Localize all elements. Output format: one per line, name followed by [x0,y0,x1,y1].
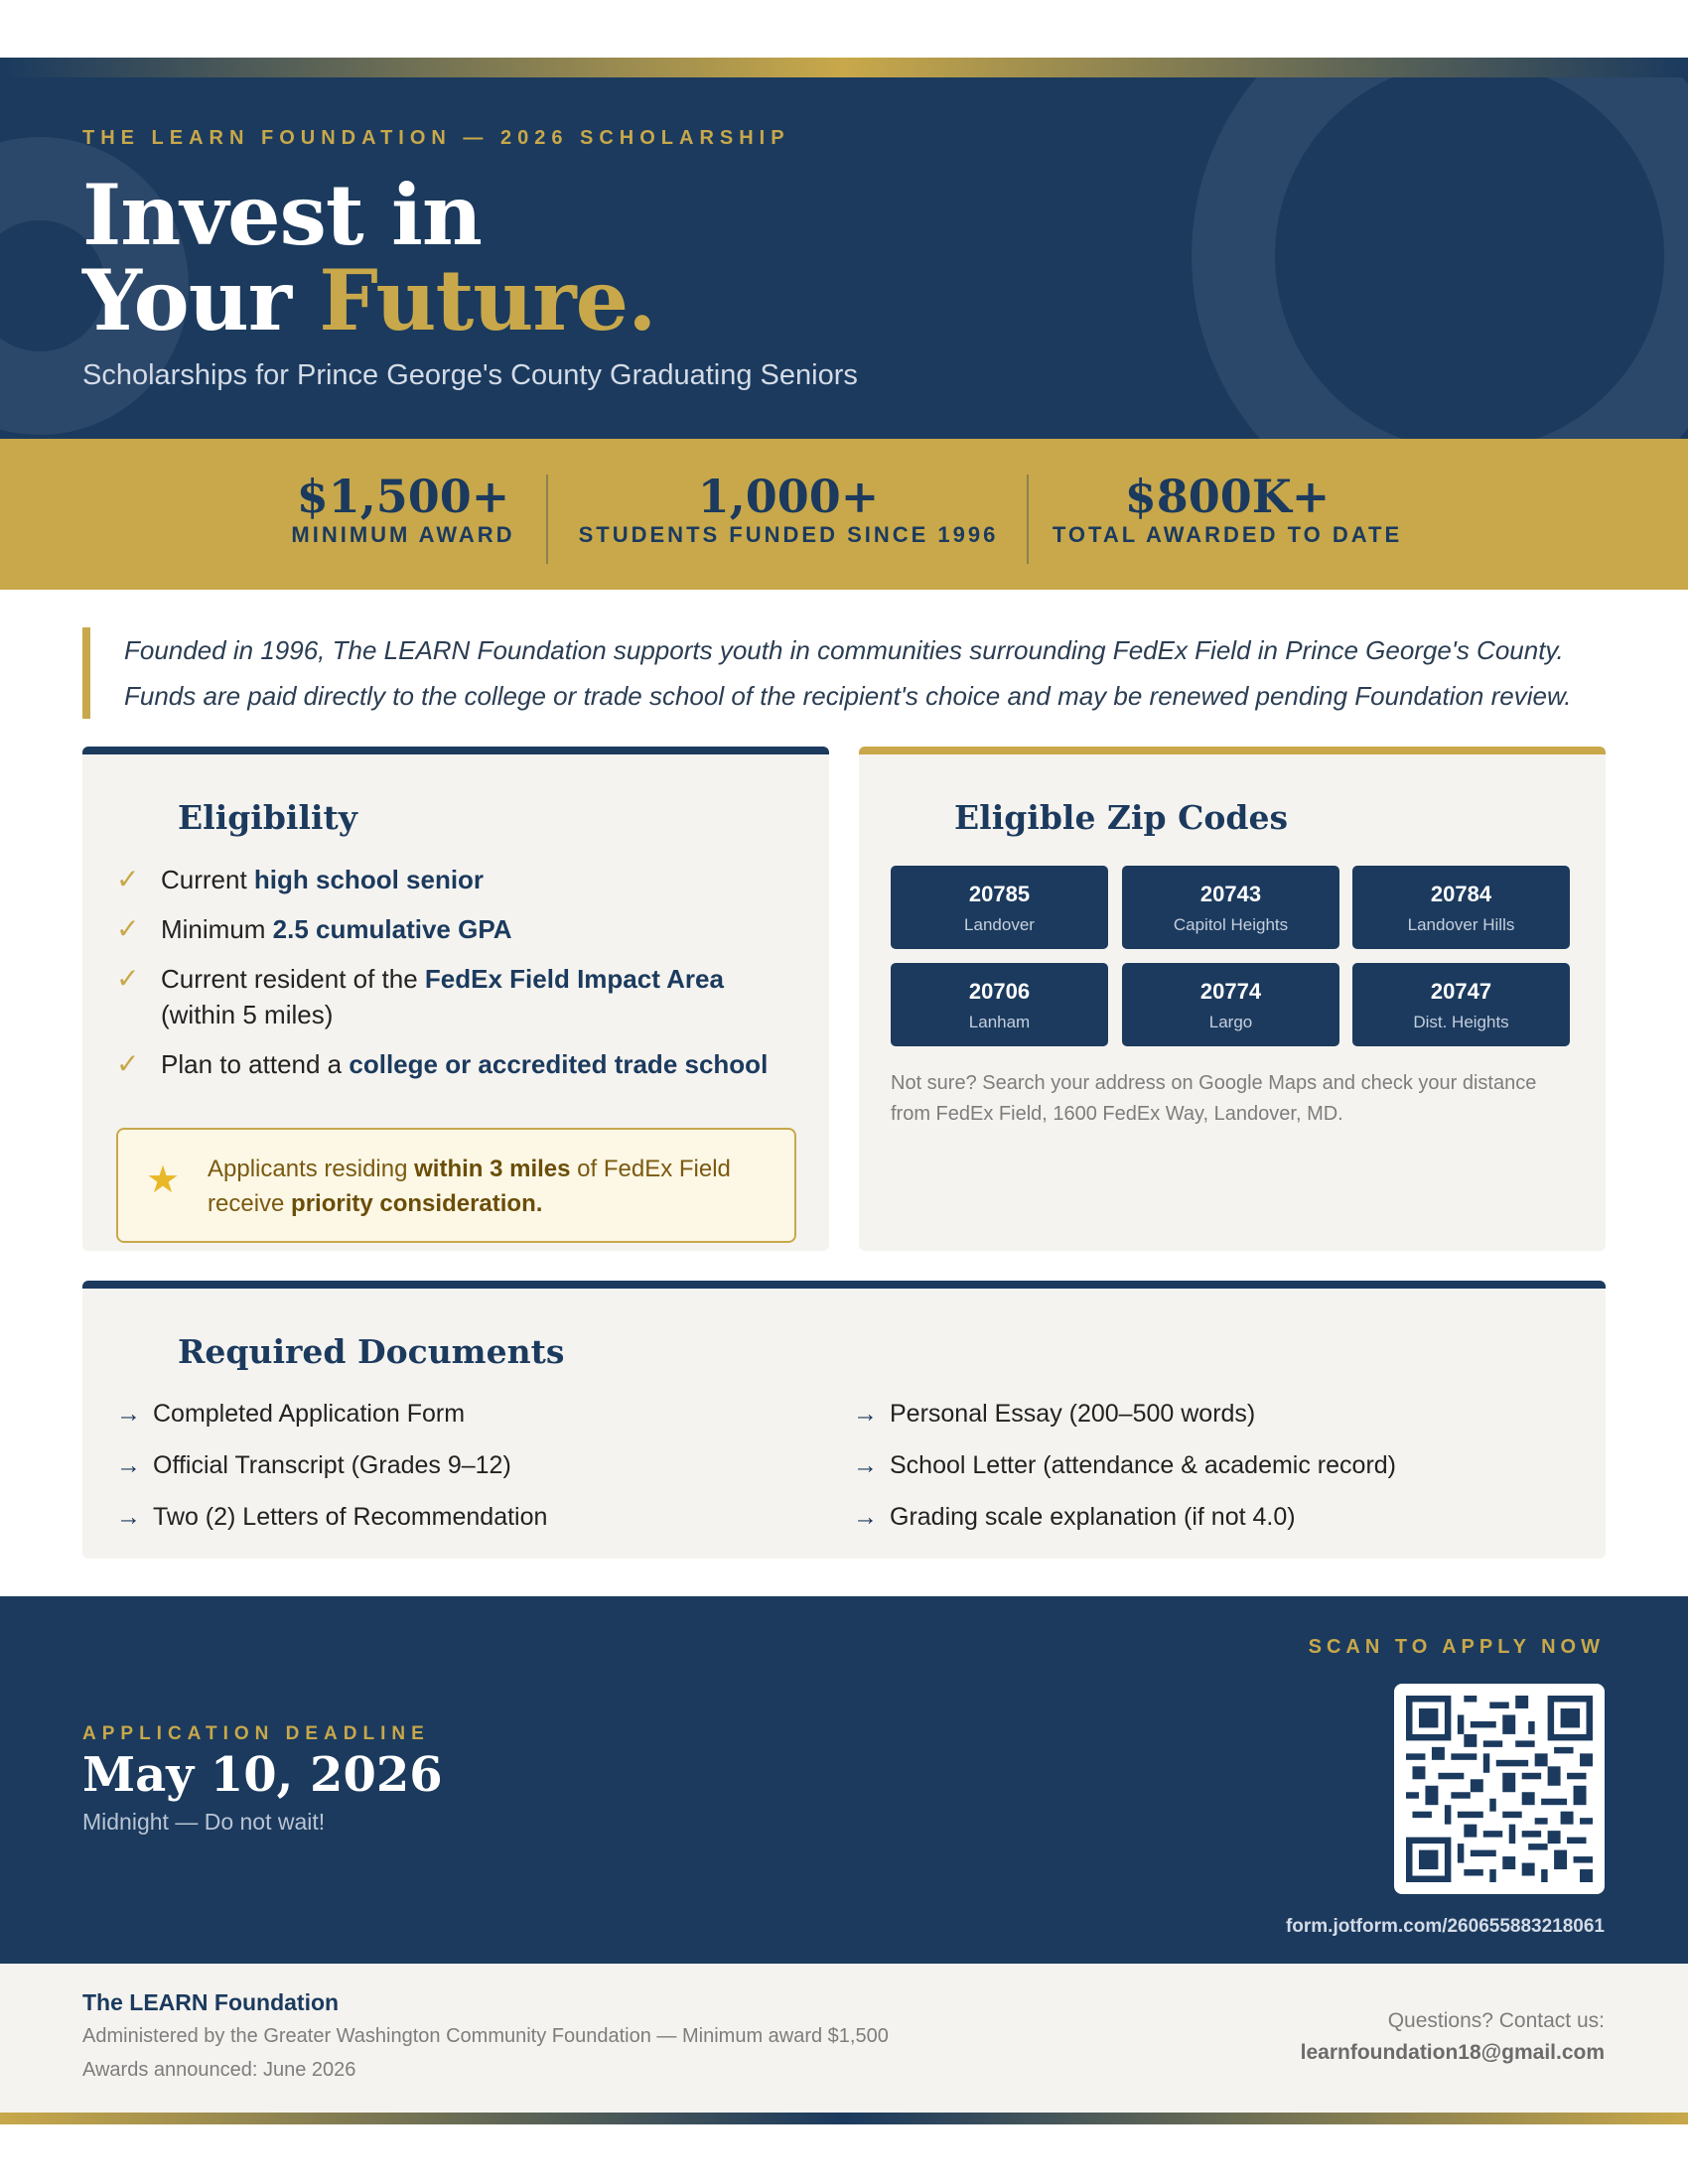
scan-to-apply-label: SCAN TO APPLY NOW [1308,1636,1605,1658]
stat-students-funded [570,470,1007,548]
zip-code: 20743 [1199,882,1262,906]
stat-label: TOTAL AWARDED TO DATE [1052,522,1403,547]
stat-divider [1027,475,1029,564]
arrow-right-icon: → [116,1400,141,1428]
eligibility-item [116,911,791,947]
zip-code: 20785 [968,882,1031,906]
document-item [116,1400,465,1429]
zip-code: 20706 [968,979,1031,1004]
priority-callout [116,1128,796,1243]
organization-footer [0,1964,1688,2113]
zip-tile [1352,963,1570,1046]
stat-divider [546,475,548,564]
stat-total-awarded [1051,470,1404,548]
hero-banner [0,77,1688,439]
application-url[interactable]: form.jotform.com/260655883218061 [1285,1916,1605,1937]
check-icon: ✓ [116,864,140,894]
item-text: Current resident of the [161,964,425,994]
zip-codes-card [859,747,1606,1251]
eligibility-card [82,747,829,1251]
document-label: School Letter (attendance & academic record) [890,1451,1396,1479]
document-label: Completed Application Form [153,1400,466,1428]
stats-band [0,439,1688,590]
priority-part: Applicants residing [208,1156,415,1182]
hero-title-accent: Future. [319,251,656,349]
document-label: Official Transcript (Grades 9–12) [153,1451,511,1479]
priority-part: of FedEx Field receive [208,1156,731,1217]
top-accent-bar [0,58,1688,77]
document-item [853,1400,1255,1429]
priority-bold: within 3 miles [414,1156,571,1182]
zip-tile [1352,866,1570,949]
zip-tile [891,866,1108,949]
zip-city: Landover Hills [1407,915,1515,934]
deadline-note: Midnight — Do not wait! [82,1809,326,1835]
stat-label: STUDENTS FUNDED SINCE 1996 [578,522,999,547]
arrow-right-icon: → [853,1503,878,1531]
item-bold: FedEx Field Impact Area [424,964,724,994]
zip-city: Largo [1208,1013,1253,1031]
zip-tile [891,963,1108,1046]
stat-value: 1,000+ [697,470,880,523]
stat-value: $1,500+ [296,470,510,523]
arrow-right-icon: → [853,1451,878,1479]
zip-city: Lanham [968,1013,1031,1031]
stat-label: MINIMUM AWARD [291,522,515,547]
zip-city: Capitol Heights [1173,915,1289,934]
hero-title-line2 [82,251,656,349]
zip-city: Landover [964,915,1035,934]
item-bold: college or accredited trade school [349,1049,769,1079]
priority-text [208,1152,764,1221]
document-item [116,1503,547,1532]
document-label: Grading scale explanation (if not 4.0) [890,1503,1296,1531]
stat-minimum-award [272,470,534,548]
eligibility-item [116,1046,791,1082]
arrow-right-icon: → [853,1400,878,1428]
qr-code[interactable] [1394,1684,1605,1894]
deadline-label: APPLICATION DEADLINE [82,1723,430,1744]
priority-bold: priority consideration. [291,1190,543,1217]
contact-email[interactable]: learnfoundation18@gmail.com [1300,2041,1605,2064]
item-bold: high school senior [253,865,485,894]
contact-label: Questions? Contact us: [1387,2009,1605,2032]
zip-code: 20747 [1430,979,1492,1004]
administered-by: Administered by the Greater Washington Community Foundation — Minimum award $1,500 [82,2025,889,2047]
check-icon: ✓ [116,963,140,994]
document-item [853,1451,1396,1480]
zip-help-note: Not sure? Search your address on Google Maps and check your distance from FedEx Field, 1600 FedEx Way, Landover, MD. [891,1072,1537,1125]
zip-tile [1122,866,1339,949]
zip-codes-title: Eligible Zip Codes [954,798,1289,837]
zip-tile [1122,963,1339,1046]
hero-title-prefix: Your [82,251,320,349]
document-item [853,1503,1296,1532]
document-label: Personal Essay (200–500 words) [890,1400,1256,1428]
arrow-right-icon: → [116,1451,141,1479]
decorative-ring [1192,77,1688,439]
item-text: Minimum [161,914,273,944]
check-icon: ✓ [116,913,140,944]
intro-line: Founded in 1996, The LEARN Foundation supports youth in communities surrounding FedEx Field in Prince George's County. [124,635,1564,665]
hero-title-line1: Invest in [82,166,482,264]
qr-code-icon [1406,1696,1593,1882]
document-label: Two (2) Letters of Recommendation [153,1503,548,1531]
documents-title: Required Documents [178,1332,565,1371]
bottom-accent-bar [0,2113,1688,2124]
zip-code: 20784 [1430,882,1492,906]
eligibility-item [116,961,791,1032]
item-text: (within 5 miles) [161,1000,334,1029]
document-item [116,1451,511,1480]
check-icon: ✓ [116,1048,140,1079]
deadline-footer [0,1596,1688,1964]
stat-value: $800K+ [1124,470,1331,523]
intro-line: Funds are paid directly to the college or trade school of the recipient's choice and may be renewed pending Foundation review. [124,681,1572,711]
arrow-right-icon: → [116,1503,141,1531]
awards-announced: Awards announced: June 2026 [82,2059,356,2081]
required-documents-card [82,1281,1606,1559]
item-text: Plan to attend a [161,1049,350,1079]
eligibility-title: Eligibility [178,798,357,837]
hero-eyebrow: THE LEARN FOUNDATION — 2026 SCHOLARSHIP [82,127,790,149]
hero-subtitle: Scholarships for Prince George's County Graduating Seniors [82,359,858,391]
eligibility-item [116,862,791,897]
zip-code: 20774 [1199,979,1262,1004]
item-text: Current [161,865,254,894]
organization-name: The LEARN Foundation [82,1989,340,2015]
star-icon: ★ [146,1160,181,1201]
deadline-date: May 10, 2026 [82,1747,443,1803]
zip-city: Dist. Heights [1413,1013,1509,1031]
item-bold: 2.5 cumulative GPA [272,914,512,944]
hero-title [82,166,656,349]
intro-quote [82,627,1612,719]
eligibility-list [116,862,791,1096]
